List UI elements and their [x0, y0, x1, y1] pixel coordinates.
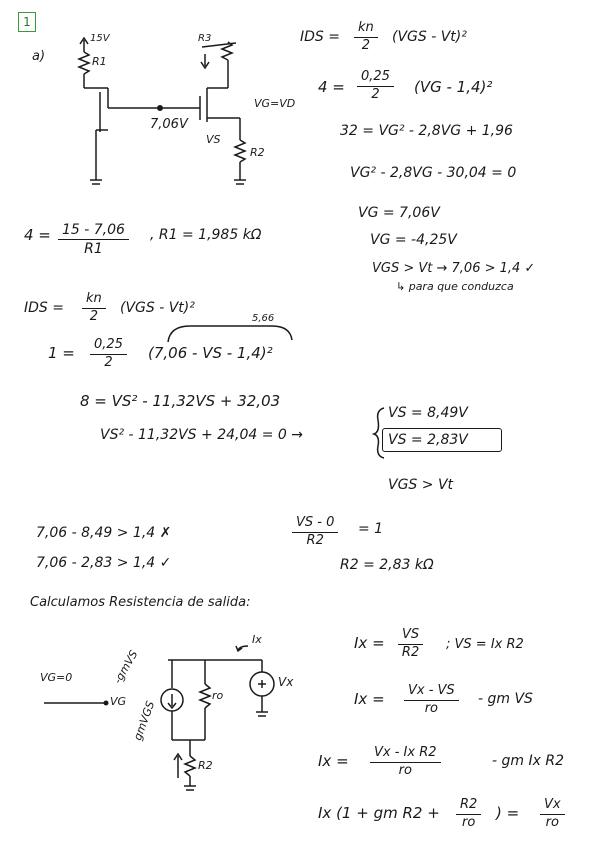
supply-label: 15V	[90, 33, 110, 44]
eqD-fraction	[456, 798, 481, 831]
eqC-rhs: - gm Ix R2	[492, 753, 564, 769]
problem-number: 1	[18, 12, 36, 32]
node-voltage-label: 7,06V	[150, 117, 188, 132]
vg-node-label: VG	[110, 695, 127, 708]
vs-eq1-den: 2	[104, 354, 113, 370]
eq1-lhs: 4 =	[318, 78, 345, 96]
eqA-lhs: Ix =	[354, 634, 385, 652]
r1-label: R1	[92, 55, 107, 68]
r1-result: , R1 = 1,985 kΩ	[150, 227, 262, 243]
resistor-r1	[79, 52, 89, 74]
eqB-fraction	[404, 684, 459, 717]
eqD-mid: ) =	[496, 804, 520, 822]
vs-eq1-fraction	[90, 338, 127, 371]
ro-label: ro	[212, 689, 224, 702]
ids-formula-lhs: IDS =	[300, 29, 340, 45]
eqB-num: Vx - VS	[404, 684, 459, 701]
r3-label: R3	[198, 33, 212, 44]
gm-vgs-label: gmVGS	[131, 699, 158, 743]
r1-calc-den: R1	[84, 241, 103, 258]
vs-eq1-rhs: (7,06 - VS - 1,4)²	[148, 344, 273, 362]
check-row-2: 7,06 - 2,83 > 1,4 ✓	[36, 555, 172, 571]
eq1-den: 2	[371, 86, 380, 102]
vs-eq1-lhs: 1 =	[48, 344, 75, 362]
vs-solution-2: VS = 2,83V	[388, 432, 468, 448]
ids-frac-den: 2	[361, 37, 371, 53]
vs-ids-den: 2	[89, 308, 99, 324]
r2-equals: = 1	[358, 521, 384, 537]
eq1-fraction	[357, 70, 394, 103]
eqB-den: ro	[424, 700, 438, 716]
ids-frac-num: kn	[354, 21, 378, 38]
vs-ids-lhs: IDS =	[24, 300, 64, 316]
eqA-rhs: ; VS = Ix R2	[446, 637, 524, 652]
output-resistance-heading: Calculamos Resistencia de salida:	[30, 595, 251, 610]
r2-label: R2	[250, 146, 265, 159]
r2-small-label: R2	[198, 759, 213, 772]
vs-eq3: VS² - 11,32VS + 24,04 = 0 →	[100, 427, 303, 443]
conduction-note: ↳ para que conduzca	[396, 280, 514, 293]
r2-result: R2 = 2,83 kΩ	[340, 557, 434, 573]
r1-calc-num: 15 - 7,06	[58, 222, 129, 240]
eqC-num: Vx - Ix R2	[370, 746, 441, 763]
eqA-num: VS	[398, 628, 423, 645]
check-row-1: 7,06 - 8,49 > 1,4 ✗	[36, 525, 172, 541]
ix-label: Ix	[252, 633, 262, 646]
eqD-num: R2	[456, 798, 481, 815]
r1-calc-lhs: 4 =	[24, 226, 51, 244]
vs-ids-num: kn	[82, 292, 106, 309]
vs-eq1-num: 0,25	[90, 338, 127, 355]
eqB-rhs: - gm VS	[478, 691, 533, 707]
vx-label: Vx	[278, 675, 294, 689]
eq3: VG² - 2,8VG - 30,04 = 0	[350, 165, 517, 181]
vs-solution-1: VS = 8,49V	[388, 405, 468, 421]
eqA-den: R2	[401, 644, 420, 660]
eqD-num2: Vx	[540, 798, 565, 815]
eqD-den2: ro	[545, 814, 559, 830]
r1-calc-fraction	[58, 222, 129, 257]
vs-ids-fraction	[82, 292, 106, 325]
overbrace	[168, 326, 292, 342]
vs-eq2: 8 = VS² - 11,32VS + 32,03	[80, 392, 281, 410]
r2-frac-den: R2	[306, 532, 324, 548]
small-signal-circuit	[44, 646, 274, 790]
eqC-lhs: Ix =	[318, 752, 349, 770]
eqD-den: ro	[462, 814, 476, 830]
eqD-fraction-2	[540, 798, 565, 831]
eqB-lhs: Ix =	[354, 690, 385, 708]
ids-fraction	[354, 21, 378, 54]
eq1-rhs: (VG - 1,4)²	[414, 78, 493, 96]
eq2: 32 = VG² - 2,8VG + 1,96	[340, 123, 513, 139]
eqC-fraction	[370, 746, 441, 779]
overbrace-label: 5,66	[252, 313, 275, 324]
part-label: a)	[32, 49, 46, 64]
vgs-condition: VGS > Vt	[388, 477, 454, 493]
eqC-den: ro	[398, 762, 412, 778]
eq1-num: 0,25	[357, 70, 394, 87]
root1: VG = 7,06V	[358, 205, 440, 221]
eqD-lhs: Ix (1 + gm R2 +	[318, 804, 440, 822]
vg-vd-label: VG=VD	[254, 97, 296, 110]
ids-formula-rhs: (VGS - Vt)²	[392, 29, 467, 45]
root2: VG = -4,25V	[370, 232, 457, 248]
eqA-fraction	[398, 628, 423, 661]
vs-ids-rhs: (VGS - Vt)²	[120, 300, 195, 316]
resistor-ro	[200, 684, 210, 708]
gm-vs-label: -gmVS	[111, 648, 141, 686]
conduction-check: VGS > Vt → 7,06 > 1,4 ✓	[372, 261, 536, 276]
vg-zero-label: VG=0	[40, 671, 73, 684]
r2-frac-num: VS - 0	[292, 516, 338, 533]
r2-fraction	[292, 516, 338, 549]
resistor-r2-small	[185, 756, 195, 776]
vs-label: VS	[206, 133, 221, 146]
resistor-r2	[235, 140, 245, 162]
